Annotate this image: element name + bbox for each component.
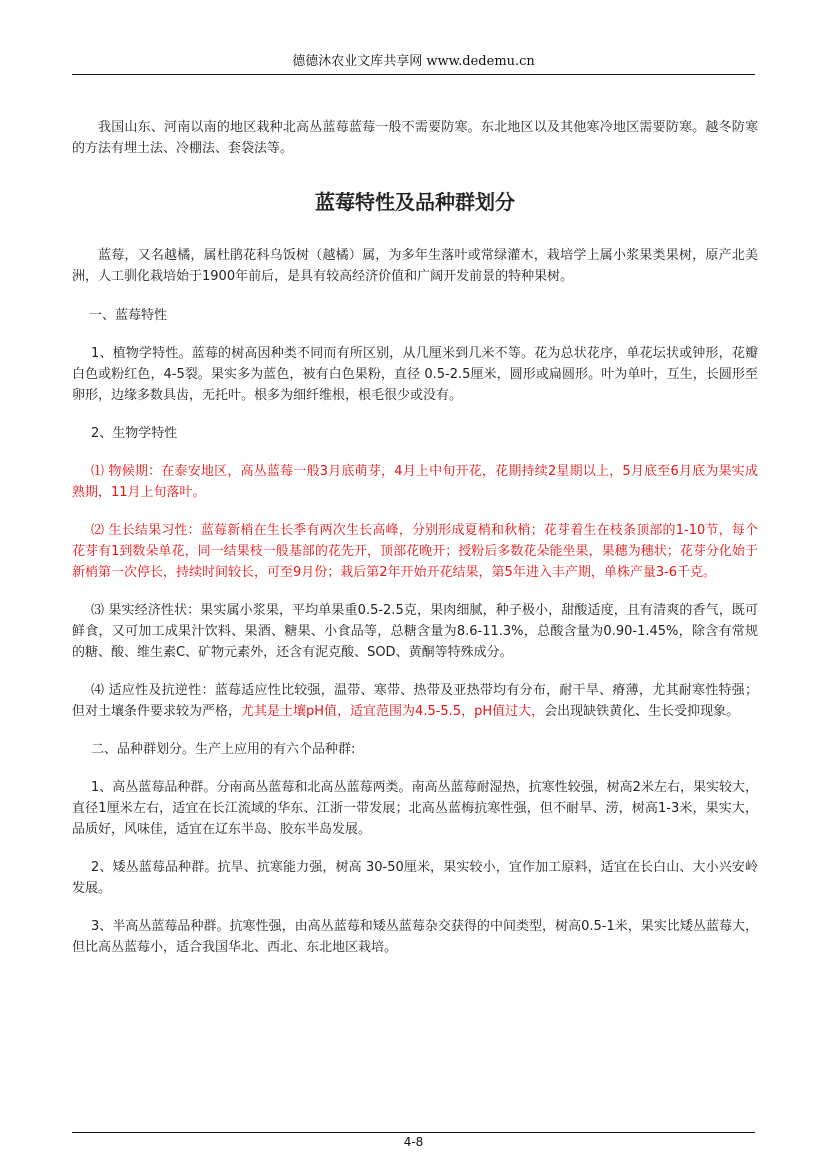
- section1-heading: 一、蓝莓特性: [89, 308, 168, 323]
- adaptability-text-a: ⑷ 适应性及抗逆性：蓝莓适应性比较强，温带、寒带、热带及亚热带均有分布，耐干旱、瘠薄，尤其耐寒性特强；但对土壤条件要求较为严格，: [72, 683, 758, 719]
- adaptability-text-c: 会出现缺铁黄化、生长受抑现象。: [544, 704, 740, 719]
- adaptability-text-ph: 尤其是土壤pH值，适宜范围为4.5-5.5，pH值过大，: [241, 704, 545, 719]
- biology-heading: 2、生物学特性: [91, 426, 178, 441]
- page-title: 蓝莓特性及品种群划分: [315, 190, 515, 214]
- adaptability-paragraph: [72, 680, 758, 722]
- intro-paragraph: 我国山东、河南以南的地区栽种北高丛蓝莓蓝莓一般不需要防寒。东北地区以及其他寒冷地区需要防寒。越冬防寒的方法有埋土法、冷棚法、套袋法等。: [72, 120, 758, 156]
- growth-paragraph: ⑵ 生长结果习性：蓝莓新梢在生长季有两次生长高峰，分别形成夏梢和秋梢；花芽着生在枝条顶部的1-10节，每个花芽有1到数朵单花，同一结果枝一般基部的花先开，顶部花晚开；授粉后多数花朵能坐果，果穗为穗状；花芽分化始于新梢第一次停长，持续时间较长，可至9月份；栽后第2年开始开花结果，第5年进入丰产期，单株产量3-6千克。: [72, 523, 758, 580]
- lowbush-paragraph: 2、矮丛蓝莓品种群。抗旱、抗寒能力强，树高 30-50厘米，果实较小，宜作加工原料，适宜在长白山、大小兴安岭发展。: [72, 860, 758, 896]
- highbush-paragraph: 1、高丛蓝莓品种群。分南高丛蓝莓和北高丛蓝莓两类。南高丛蓝莓耐湿热，抗寒性较强，树高2米左右，果实较大，直径1厘米左右，适宜在长江流域的华东、江浙一带发展；北高丛蓝梅抗寒性强，但不耐旱、涝，树高1-3米，果实大，品质好，风味佳，适宜在辽东半岛、胶东半岛发展。: [72, 780, 758, 837]
- header-rule: [72, 74, 755, 75]
- overview-paragraph: 蓝莓，又名越橘，属杜鹃花科乌饭树（越橘）属，为多年生落叶或常绿灌木，栽培学上属小浆果类果树，原产北美洲，人工驯化栽培始于1900年前后，是具有较高经济价值和广阔开发前景的特种果树。: [72, 248, 758, 284]
- economic-paragraph: ⑶ 果实经济性状：果实属小浆果，平均单果重0.5-2.5克，果肉细腻，种子极小，甜酸适度，且有清爽的香气，既可鲜食，又可加工成果汁饮料、果酒、糖果、小食品等，总糖含量为8.6-11.3%，总酸含量为0.90-1.45%，除含有常规的糖、酸、维生素C、矿物元素外，还含有泥克酸、SOD、黄酮等特殊成分。: [72, 603, 758, 660]
- footer-rule: [72, 1132, 755, 1133]
- botany-paragraph: 1、植物学特性。蓝莓的树高因种类不同而有所区别，从几厘米到几米不等。花为总状花序，单花坛状或钟形，花瓣白色或粉红色，4-5裂。果实多为蓝色，被有白色果粉，直径 0.5-2.5厘米，圆形或扁圆形。叶为单叶，互生，长圆形至卵形，边缘多数具齿，无托叶。根多为细纤维根，根毛很少或没有。: [72, 346, 758, 403]
- section2-heading: 二、品种群划分。生产上应用的有六个品种群:: [91, 742, 356, 757]
- halfhigh-paragraph: 3、半高丛蓝莓品种群。抗寒性强，由高丛蓝莓和矮丛蓝莓杂交获得的中间类型，树高0.5-1米，果实比矮丛蓝莓大，但比高丛蓝莓小，适合我国华北、西北、东北地区栽培。: [72, 919, 758, 955]
- page-number: 4-8: [403, 1135, 424, 1149]
- page-content: [72, 117, 758, 958]
- phenology-paragraph: ⑴ 物候期：在泰安地区，高丛蓝莓一般3月底萌芽，4月上中旬开花，花期持续2星期以上，5月底至6月底为果实成熟期，11月上旬落叶。: [72, 464, 758, 500]
- page-header: 德德沐农业文库共享网 www.dedemu.cn: [292, 54, 535, 69]
